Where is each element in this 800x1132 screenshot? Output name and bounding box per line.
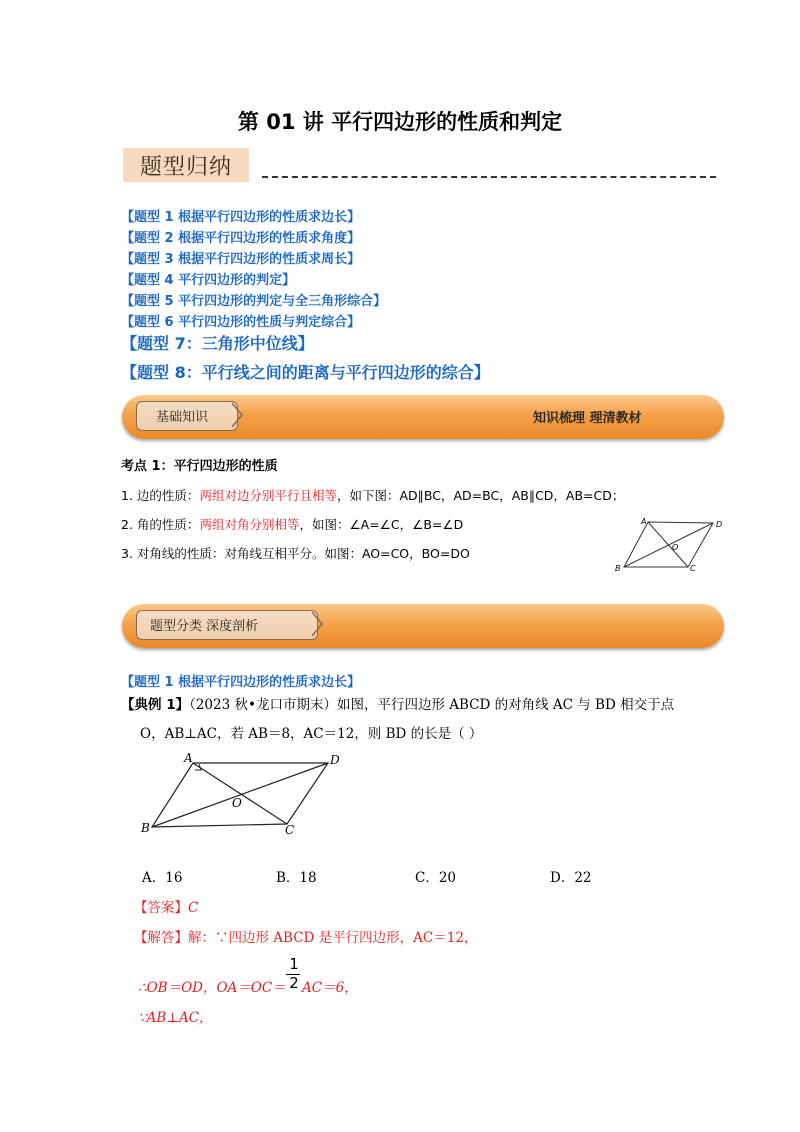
small-parallelogram-figure <box>610 512 725 574</box>
banner-label: 基础知识 <box>156 410 209 425</box>
choice-b[interactable]: B．18 <box>276 870 317 886</box>
toc-item-2[interactable]: 【题型 2 根据平行四边形的性质求角度】 <box>121 231 361 246</box>
small-fig-label-c: C <box>690 564 696 573</box>
fig-label-a: A <box>184 751 193 765</box>
page-title: 第 01 讲 平行四边形的性质和判定 <box>237 110 563 134</box>
fig-label-c: C <box>285 823 295 837</box>
section-tag: 题型归纳 <box>140 155 233 180</box>
toc-item-6[interactable]: 【题型 6 平行四边形的性质与判定综合】 <box>121 315 361 330</box>
banner-label-2: 题型分类 深度剖析 <box>150 619 259 634</box>
dashed-divider <box>262 176 716 178</box>
toc-item-3[interactable]: 【题型 3 根据平行四边形的性质求周长】 <box>121 252 361 267</box>
toc-item-5[interactable]: 【题型 5 平行四边形的判定与全三角形综合】 <box>121 294 387 309</box>
section-heading: 考点 1：平行四边形的性质 <box>121 459 278 474</box>
solution-line-3: ∵AB⊥AC， <box>138 1010 213 1026</box>
example-parallelogram-figure <box>138 748 348 838</box>
fraction-denominator: 2 <box>289 974 299 992</box>
small-fig-label-b: B <box>615 564 621 573</box>
solution-line-2: ∴OB＝OD，OA＝OC＝ <box>138 980 286 996</box>
example-line-2: O，AB⊥AC，若 AB＝8，AC＝12，则 BD 的长是（ ） <box>140 726 483 742</box>
fig-label-o: O <box>232 796 242 810</box>
type-heading: 【题型 1 根据平行四边形的性质求边长】 <box>121 675 361 690</box>
choice-c[interactable]: C．20 <box>415 870 457 886</box>
property-3: 3. 对角线的性质：对角线互相平分。如图：AO=CO，BO=DO <box>121 546 470 561</box>
property-1: 1. 边的性质：两组对边分别平行且相等，如下图：AD∥BC，AD=BC，AB∥CD，AB=CD； <box>121 488 625 503</box>
toc-item-8[interactable]: 【题型 8：平行线之间的距离与平行四边形的综合】 <box>121 363 490 382</box>
choice-d[interactable]: D．22 <box>550 870 592 886</box>
property-2: 2. 角的性质：两组对角分别相等，如图：∠A=∠C，∠B=∠D <box>121 517 464 532</box>
fig-label-d: D <box>330 753 340 767</box>
small-fig-label-o: O <box>672 543 679 552</box>
small-fig-label-d: D <box>716 520 723 529</box>
pill-arrow-icon <box>230 401 246 429</box>
example-line-1: 【典例 1】（2023 秋•龙口市期末）如图，平行四边形 ABCD 的对角线 AC 与 BD 相交于点 <box>121 697 675 713</box>
answer: 【答案】C <box>134 900 199 916</box>
toc-item-1[interactable]: 【题型 1 根据平行四边形的性质求边长】 <box>121 210 361 225</box>
solution-line-1: 【解答】解：∵四边形 ABCD 是平行四边形，AC＝12， <box>134 930 478 946</box>
toc-item-4[interactable]: 【题型 4 平行四边形的判定】 <box>121 273 296 288</box>
toc-item-7[interactable]: 【题型 7：三角形中位线】 <box>121 334 314 353</box>
choice-a[interactable]: A．16 <box>142 870 183 886</box>
solution-line-2-end: AC＝6， <box>302 980 358 996</box>
fraction-numerator: 1 <box>289 955 299 973</box>
small-fig-label-a: A <box>641 517 647 526</box>
fig-label-b: B <box>141 821 150 835</box>
pill-arrow-icon <box>310 610 326 638</box>
banner-right-text: 知识梳理 理清教材 <box>533 411 642 426</box>
